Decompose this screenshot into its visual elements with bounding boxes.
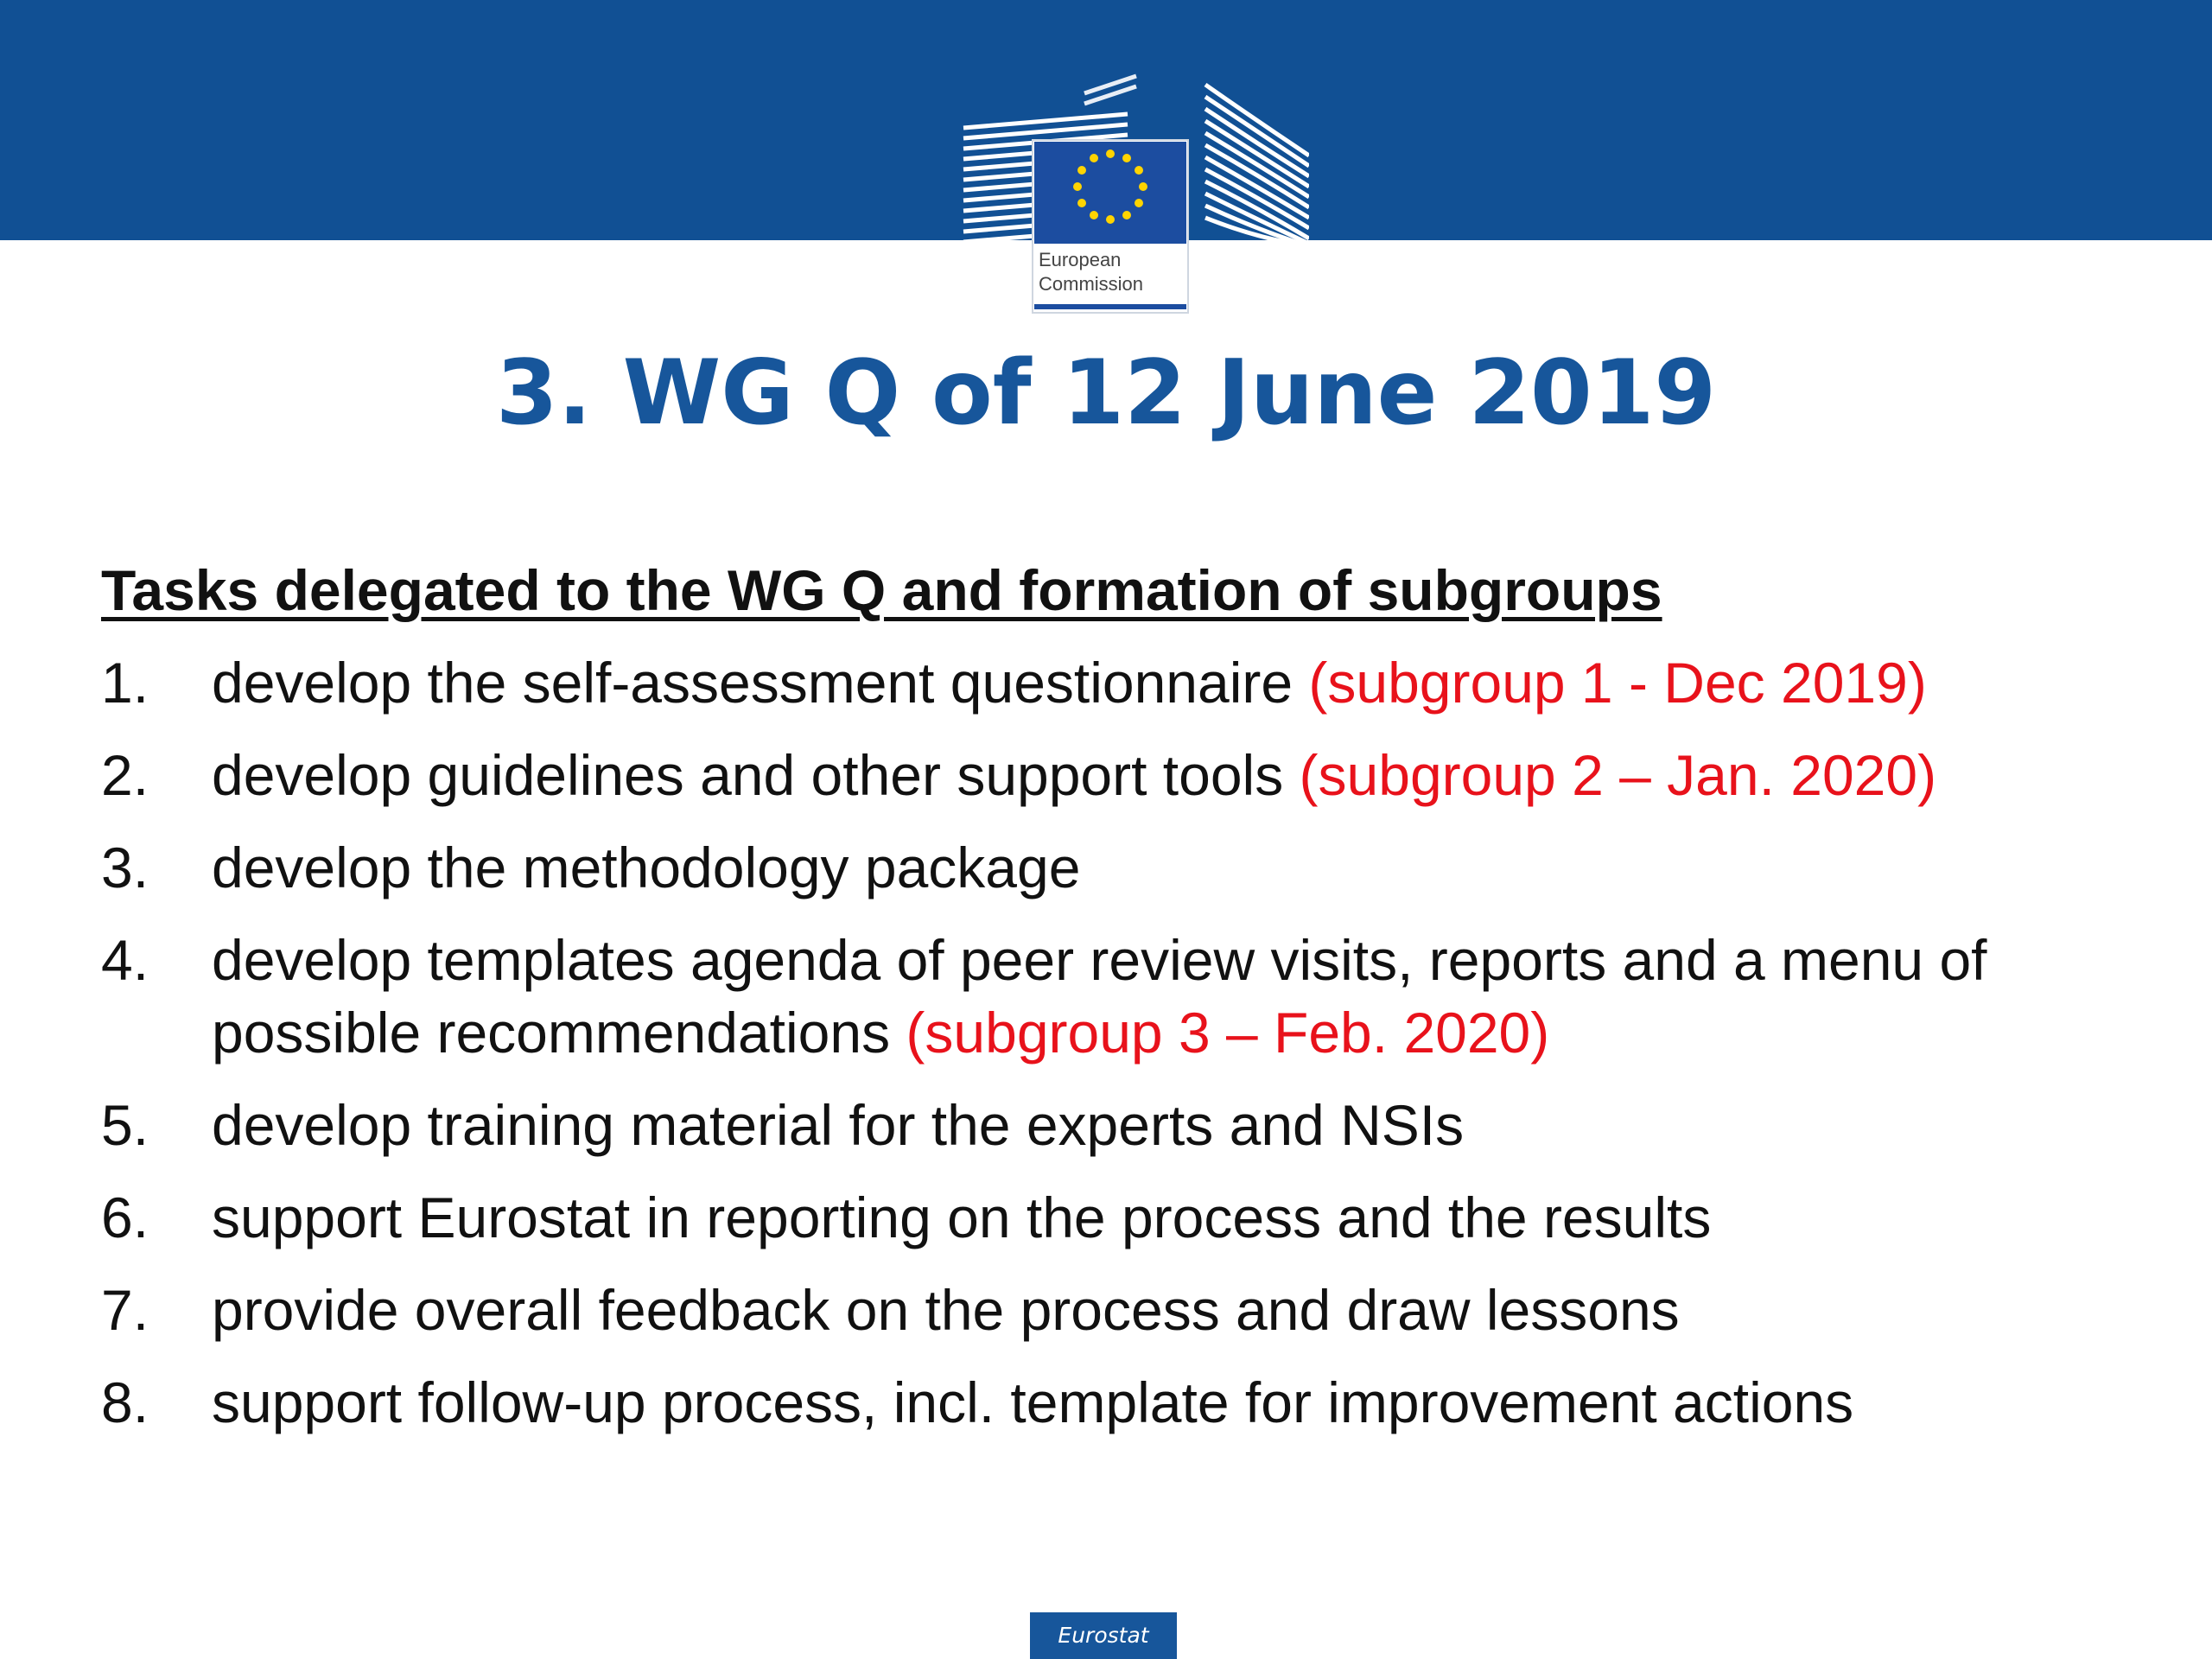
task-text: develop the self-assessment questionnaire [212,651,1309,715]
task-item [101,1274,2192,1346]
task-subgroup-note: (subgroup 1 - Dec 2019) [1308,651,1927,715]
task-text: develop templates agenda of peer review visits, reports and a menu of possible recommendations [212,928,1987,1065]
task-item [101,1089,2192,1161]
task-text: develop training material for the experts and NSIs [212,1093,1465,1157]
building-right-icon [1205,85,1309,246]
task-number: 6. [101,1185,149,1249]
logo-wordmark [1039,248,1177,296]
task-item [101,1181,2192,1254]
task-text: develop the methodology package [212,836,1081,899]
slide-title: 3. WG Q of 12 June 2019 [495,341,1717,445]
task-number: 7. [101,1278,149,1342]
logo-text-line2: Commission [1039,273,1144,295]
task-item [101,924,2192,1069]
task-list [101,646,2192,1459]
task-subgroup-note: (subgroup 3 – Feb. 2020) [906,1001,1550,1065]
task-subgroup-note: (subgroup 2 – Jan. 2020) [1299,743,1937,807]
task-text: support Eurostat in reporting on the process and the results [212,1185,1712,1249]
task-number: 3. [101,836,149,899]
task-number: 4. [101,928,149,992]
task-item [101,831,2192,904]
task-text: support follow-up process, incl. template for improvement actions [212,1370,1854,1434]
task-text: develop guidelines and other support tools [212,743,1300,807]
task-item [101,646,2192,719]
eurostat-footer-tab: Eurostat [1030,1612,1177,1659]
task-number: 2. [101,743,149,807]
task-number: 5. [101,1093,149,1157]
task-number: 1. [101,651,149,715]
task-item [101,739,2192,811]
task-item [101,1366,2192,1439]
tasks-heading: Tasks delegated to the WG Q and formation of subgroups [101,558,1662,622]
task-text: provide overall feedback on the process and draw lessons [212,1278,1680,1342]
logo-text-line1: European [1039,249,1122,270]
task-number: 8. [101,1370,149,1434]
